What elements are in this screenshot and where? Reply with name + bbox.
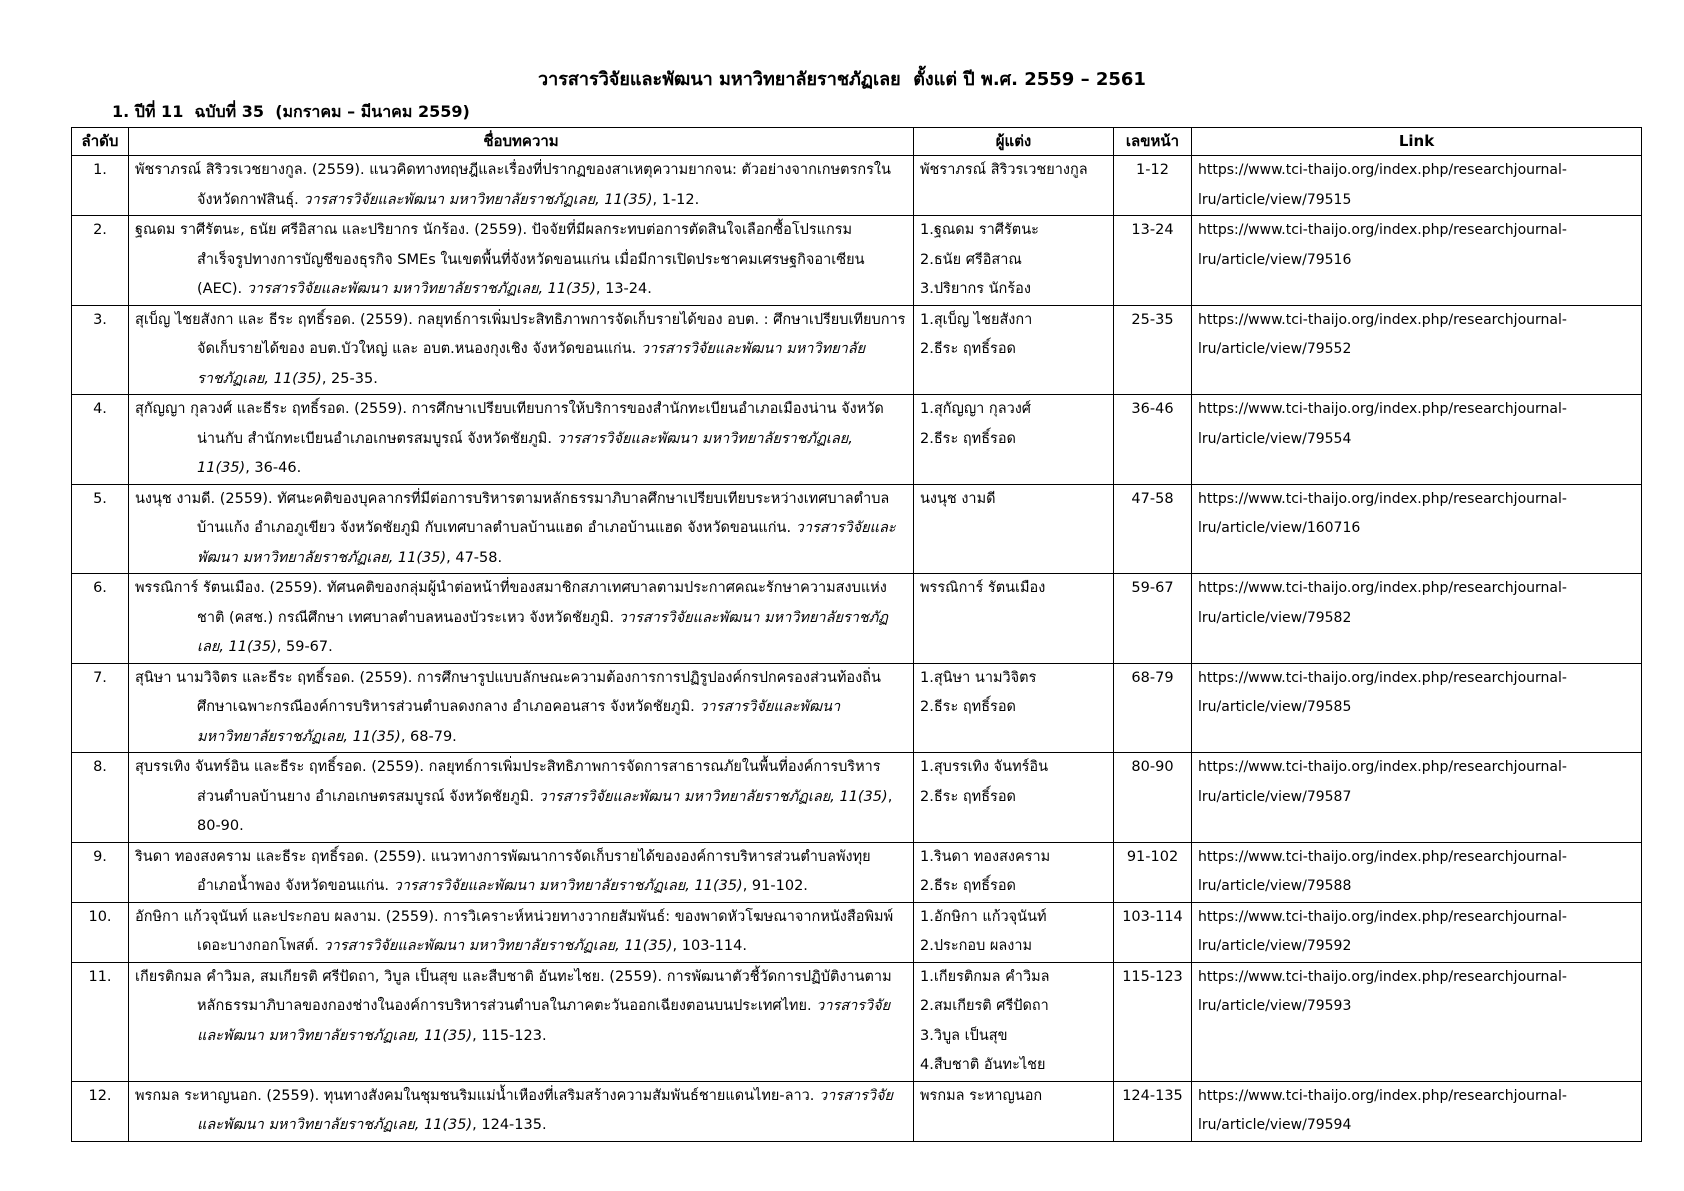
citation-text: สุนิษา นามวิจิตร และธีระ ฤทธิ์รอด. (2559). การศึกษารูปแบบลักษณะความต้องการการปฏิรูปองค์กรปกครองส่วนท้องถิ่น ศึกษาเฉพาะกรณีองค์การบริหารส่วนตำบลดงกลาง อำเภอคอนสาร จังหวัดชัยภูมิ.: [135, 669, 881, 715]
table-header-row: [72, 128, 1642, 156]
row-number: 3.: [72, 305, 129, 395]
author-name: พัชราภรณ์ สิริวรเวชยางกูล: [920, 162, 1088, 178]
link-line[interactable]: lru/article/view/79587: [1198, 788, 1352, 805]
citation-pages: , 115-123.: [472, 1027, 547, 1044]
citation-text: พรรณิการ์ รัตนเมือง. (2559). ทัศนคติของกลุ่มผู้นำต่อหน้าที่ของสมาชิกสภาเทศบาลตามประกาศคณะรักษาความสงบแห่งชาติ (คสช.) กรณีศึกษา เทศบาลตำบลหนองบัวระเหว จังหวัดชัยภูมิ.: [135, 580, 887, 626]
header-article: ชื่อบทความ: [129, 128, 914, 156]
article-link[interactable]: [1192, 753, 1642, 843]
citation-text: รินดา ทองสงคราม และธีระ ฤทธิ์รอด. (2559). แนวทางการพัฒนาการจัดเก็บรายได้ขององค์การบริหารส่วนตำบลพังทุย อำเภอน้ำพอง จังหวัดขอนแก่น.: [135, 848, 871, 894]
author-name: พรกมล ระหาญนอก: [920, 1087, 1043, 1104]
article-citation: [129, 663, 914, 753]
article-link[interactable]: [1192, 305, 1642, 395]
page-range: 91-102: [1114, 842, 1192, 902]
link-line[interactable]: https://www.tci-thaijo.org/index.php/researchjournal-: [1198, 1087, 1567, 1104]
page-range: 103-114: [1114, 902, 1192, 962]
article-citation: [129, 574, 914, 664]
author-name: 2.ธีระ ฤทธิ์รอด: [920, 430, 1016, 447]
table-row: [72, 842, 1642, 902]
link-line[interactable]: lru/article/view/79593: [1198, 998, 1352, 1014]
row-number: 5.: [72, 484, 129, 574]
article-link[interactable]: [1192, 216, 1642, 306]
article-link[interactable]: [1192, 484, 1642, 574]
table-row: [72, 574, 1642, 664]
journal-name: วารสารวิจัยและพัฒนา มหาวิทยาลัยราชภัฏเลย, 11(35): [393, 878, 743, 894]
article-citation: [129, 305, 914, 395]
table-row: [72, 216, 1642, 306]
link-line[interactable]: https://www.tci-thaijo.org/index.php/researchjournal-: [1198, 490, 1567, 507]
citation-pages: , 59-67.: [276, 639, 333, 655]
article-link[interactable]: [1192, 1081, 1642, 1141]
journal-name: วารสารวิจัยและพัฒนา มหาวิทยาลัยราชภัฏเลย, 11(35): [197, 998, 891, 1044]
author-name: 2.ประกอบ ผลงาม: [920, 938, 1033, 954]
page-range: 47-58: [1114, 484, 1192, 574]
row-number: 10.: [72, 902, 129, 962]
authors-cell: [914, 902, 1114, 962]
author-name: 2.ธีระ ฤทธิ์รอด: [920, 788, 1016, 805]
authors-cell: [914, 962, 1114, 1081]
link-line[interactable]: https://www.tci-thaijo.org/index.php/researchjournal-: [1198, 669, 1567, 686]
journal-name: วารสารวิจัยและพัฒนา มหาวิทยาลัยราชภัฏเลย, 11(35): [197, 341, 866, 387]
page-range: 25-35: [1114, 305, 1192, 395]
link-line[interactable]: https://www.tci-thaijo.org/index.php/researchjournal-: [1198, 759, 1567, 775]
citation-text: พรกมล ระหาญนอก. (2559). ทุนทางสังคมในชุมชนริมแม่น้ำเหืองที่เสริมสร้างความสัมพันธ์ชายแดนไทย-ลาว.: [135, 1087, 820, 1104]
citation-pages: , 103-114.: [672, 938, 747, 954]
row-number: 6.: [72, 574, 129, 664]
author-name: 3.วิบูล เป็นสุข: [920, 1027, 1008, 1044]
author-name: 4.สืบชาติ อันทะไชย: [920, 1057, 1046, 1073]
article-citation: [129, 902, 914, 962]
authors-cell: [914, 574, 1114, 664]
row-number: 4.: [72, 395, 129, 485]
article-citation: [129, 753, 914, 843]
authors-cell: [914, 395, 1114, 485]
author-name: 1.สุนิษา นามวิจิตร: [920, 669, 1037, 686]
link-line[interactable]: https://www.tci-thaijo.org/index.php/researchjournal-: [1198, 162, 1567, 178]
author-name: 2.ธีระ ฤทธิ์รอด: [920, 878, 1016, 894]
references-table: [71, 127, 1642, 1142]
citation-text: ฐณดม ราศีรัตนะ, ธนัย ศรีอิสาณ และปริยากร นักร้อง. (2559). ปัจจัยที่มีผลกระทบต่อการตัดสินใจเลือกซื้อโปรแกรมสำเร็จรูปทางการบัญชีของธุรกิจ SMEs ในเขตพื้นที่จังหวัดขอนแก่น เมื่อมีการเปิดประชาคมเศรษฐกิจอาเซียน (AEC).: [135, 222, 865, 297]
page-title: วารสารวิจัยและพัฒนา มหาวิทยาลัยราชภัฏเลย ตั้งแต่ ปี พ.ศ. 2559 – 2561: [538, 69, 1146, 90]
page-range: 124-135: [1114, 1081, 1192, 1141]
link-line[interactable]: https://www.tci-thaijo.org/index.php/researchjournal-: [1198, 311, 1567, 328]
article-citation: [129, 842, 914, 902]
section-heading: 1. ปีที่ 11 ฉบับที่ 35 (มกราคม – มีนาคม 2559): [112, 102, 470, 121]
author-name: 1.อักษิกา แก้วจุนันท์: [920, 908, 1047, 925]
journal-name: วารสารวิจัยและพัฒนา มหาวิทยาลัยราชภัฏเลย, 11(35): [197, 699, 841, 745]
journal-name: วารสารวิจัยและพัฒนา มหาวิทยาลัยราชภัฏเลย, 11(35): [246, 281, 596, 297]
authors-cell: [914, 484, 1114, 574]
authors-cell: [914, 842, 1114, 902]
link-line[interactable]: lru/article/view/79594: [1198, 1117, 1352, 1133]
author-name: 1.สุเบ็ญ ไชยสังกา: [920, 311, 1033, 328]
row-number: 7.: [72, 663, 129, 753]
link-line[interactable]: https://www.tci-thaijo.org/index.php/researchjournal-: [1198, 580, 1567, 596]
citation-pages: , 80-90.: [197, 788, 893, 834]
author-name: 3.ปริยากร นักร้อง: [920, 281, 1031, 297]
citation-pages: , 68-79.: [400, 728, 457, 745]
row-number: 9.: [72, 842, 129, 902]
citation-text: เกียรติกมล คำวิมล, สมเกียรติ ศรีปัดถา, วิบูล เป็นสุข และสืบชาติ อันทะไชย. (2559). การพัฒนาตัวชี้วัดการปฏิบัติงานตามหลักธรรมาภิบาลของกองช่างในองค์การบริหารส่วนตำบลในภาคตะวันออกเฉียงตอนบนประเทศไทย.: [135, 968, 892, 1014]
authors-cell: [914, 156, 1114, 216]
author-name: 1.สุกัญญา กุลวงศ์: [920, 401, 1032, 417]
table-row: [72, 1081, 1642, 1141]
table-row: [72, 962, 1642, 1081]
link-line[interactable]: https://www.tci-thaijo.org/index.php/researchjournal-: [1198, 401, 1567, 417]
table-row: [72, 663, 1642, 753]
link-line[interactable]: lru/article/view/79588: [1198, 878, 1352, 894]
authors-cell: [914, 305, 1114, 395]
article-citation: [129, 962, 914, 1081]
article-citation: [129, 156, 914, 216]
author-name: 2.ธีระ ฤทธิ์รอด: [920, 699, 1016, 715]
author-name: 1.รินดา ทองสงคราม: [920, 848, 1051, 865]
author-name: พรรณิการ์ รัตนเมือง: [920, 580, 1046, 596]
link-line[interactable]: https://www.tci-thaijo.org/index.php/researchjournal-: [1198, 848, 1567, 865]
citation-pages: , 47-58.: [446, 549, 503, 566]
author-name: 2.ธีระ ฤทธิ์รอด: [920, 341, 1016, 357]
journal-name: วารสารวิจัยและพัฒนา มหาวิทยาลัยราชภัฏเลย, 11(35): [197, 430, 853, 476]
article-link[interactable]: [1192, 902, 1642, 962]
citation-text: สุเบ็ญ ไชยสังกา และ ธีระ ฤทธิ์รอด. (2559). กลยุทธ์การเพิ่มประสิทธิภาพการจัดเก็บรายได้ของ อบต. : ศึกษาเปรียบเทียบการจัดเก็บรายได้ของ อบต.บัวใหญ่ และ อบต.หนองกุงเชิง จังหวัดขอนแก่น.: [135, 311, 906, 357]
author-name: 1.เกียรติกมล คำวิมล: [920, 968, 1050, 985]
row-number: 1.: [72, 156, 129, 216]
link-line[interactable]: lru/article/view/79516: [1198, 251, 1352, 268]
page-range: 1-12: [1114, 156, 1192, 216]
article-citation: [129, 216, 914, 306]
journal-name: วารสารวิจัยและพัฒนา มหาวิทยาลัยราชภัฏเลย, 11(35): [197, 520, 896, 566]
header-authors: ผู้แต่ง: [914, 128, 1114, 156]
header-no: ลำดับ: [72, 128, 129, 156]
citation-text: พัชราภรณ์ สิริวรเวชยางกูล. (2559). แนวคิดทางทฤษฎีและเรื่องที่ปรากฏของสาเหตุความยากจน: ตัวอย่างจากเกษตรกรในจังหวัดกาฬสินธุ์.: [135, 162, 891, 208]
article-link[interactable]: [1192, 395, 1642, 485]
citation-pages: , 1-12.: [652, 191, 700, 208]
link-line[interactable]: https://www.tci-thaijo.org/index.php/researchjournal-: [1198, 968, 1567, 985]
row-number: 11.: [72, 962, 129, 1081]
link-line[interactable]: lru/article/view/79592: [1198, 938, 1352, 954]
table-row: [72, 395, 1642, 485]
author-name: นงนุช งามดี: [920, 490, 996, 507]
link-line[interactable]: lru/article/view/79582: [1198, 609, 1352, 626]
author-name: 2.สมเกียรติ ศรีปัดถา: [920, 998, 1049, 1014]
article-citation: [129, 1081, 914, 1141]
link-line[interactable]: lru/article/view/79585: [1198, 699, 1352, 715]
citation-pages: , 13-24.: [595, 281, 652, 297]
citation-pages: , 124-135.: [472, 1117, 547, 1133]
citation-pages: , 25-35.: [321, 370, 378, 387]
citation-text: สุกัญญา กุลวงศ์ และธีระ ฤทธิ์รอด. (2559). การศึกษาเปรียบเทียบการให้บริการของสำนักทะเบียนอำเภอเมืองน่าน จังหวัดน่านกับ สำนักทะเบียนอำเภอเกษตรสมบูรณ์ จังหวัดชัยภูมิ.: [135, 401, 884, 447]
journal-name: วารสารวิจัยและพัฒนา มหาวิทยาลัยราชภัฏเลย, 11(35): [538, 788, 888, 805]
citation-pages: , 36-46.: [245, 460, 302, 476]
link-line[interactable]: https://www.tci-thaijo.org/index.php/researchjournal-: [1198, 908, 1567, 925]
table-row: [72, 156, 1642, 216]
link-line[interactable]: lru/article/view/160716: [1198, 520, 1361, 536]
authors-cell: [914, 1081, 1114, 1141]
page-range: 13-24: [1114, 216, 1192, 306]
article-link[interactable]: [1192, 663, 1642, 753]
journal-name: วารสารวิจัยและพัฒนา มหาวิทยาลัยราชภัฏเลย, 11(35): [303, 191, 653, 208]
link-line[interactable]: lru/article/view/79515: [1198, 191, 1352, 208]
authors-cell: [914, 663, 1114, 753]
citation-text: อักษิกา แก้วจุนันท์ และประกอบ ผลงาม. (2559). การวิเคราะห์หน่วยทางวากยสัมพันธ์: ของพาดหัวโฆษณาจากหนังสือพิมพ์เดอะบางกอกโพสต์.: [135, 908, 894, 954]
author-name: 1.ฐณดม ราศีรัตนะ: [920, 222, 1039, 238]
citation-text: สุบรรเทิง จันทร์อิน และธีระ ฤทธิ์รอด. (2559). กลยุทธ์การเพิ่มประสิทธิภาพการจัดการสาธารณภัยในพื้นที่องค์การบริหารส่วนตำบลบ้านยาง อำเภอเกษตรสมบูรณ์ จังหวัดชัยภูมิ.: [135, 759, 881, 805]
article-citation: [129, 484, 914, 574]
page-range: 115-123: [1114, 962, 1192, 1081]
article-link[interactable]: [1192, 962, 1642, 1081]
article-link[interactable]: [1192, 842, 1642, 902]
table-row: [72, 305, 1642, 395]
journal-name: วารสารวิจัยและพัฒนา มหาวิทยาลัยราชภัฏเลย, 11(35): [197, 609, 889, 655]
authors-cell: [914, 753, 1114, 843]
page-range: 68-79: [1114, 663, 1192, 753]
article-link[interactable]: [1192, 156, 1642, 216]
page-range: 36-46: [1114, 395, 1192, 485]
article-link[interactable]: [1192, 574, 1642, 664]
table-row: [72, 484, 1642, 574]
citation-text: นงนุช งามดี. (2559). ทัศนะคติของบุคลากรที่มีต่อการบริหารตามหลักธรรมาภิบาลศึกษาเปรียบเทียบระหว่างเทศบาลตำบลบ้านแก้ง อำเภอภูเขียว จังหวัดชัยภูมิ กับเทศบาลตำบลบ้านแฮด อำเภอบ้านแฮด จังหวัดขอนแก่น.: [135, 490, 890, 536]
row-number: 2.: [72, 216, 129, 306]
header-link: Link: [1192, 128, 1642, 156]
page-range: 80-90: [1114, 753, 1192, 843]
link-line[interactable]: https://www.tci-thaijo.org/index.php/researchjournal-: [1198, 222, 1567, 238]
author-name: 2.ธนัย ศรีอิสาณ: [920, 251, 1022, 268]
row-number: 12.: [72, 1081, 129, 1141]
table-row: [72, 753, 1642, 843]
authors-cell: [914, 216, 1114, 306]
link-line[interactable]: lru/article/view/79554: [1198, 430, 1352, 447]
header-pages: เลขหน้า: [1114, 128, 1192, 156]
citation-pages: , 91-102.: [742, 878, 808, 894]
journal-name: วารสารวิจัยและพัฒนา มหาวิทยาลัยราชภัฏเลย, 11(35): [197, 1087, 894, 1133]
table-body: [72, 156, 1642, 1142]
row-number: 8.: [72, 753, 129, 843]
journal-name: วารสารวิจัยและพัฒนา มหาวิทยาลัยราชภัฏเลย, 11(35): [323, 938, 673, 954]
article-citation: [129, 395, 914, 485]
page-range: 59-67: [1114, 574, 1192, 664]
author-name: 1.สุบรรเทิง จันทร์อิน: [920, 759, 1049, 775]
link-line[interactable]: lru/article/view/79552: [1198, 341, 1352, 357]
table-row: [72, 902, 1642, 962]
